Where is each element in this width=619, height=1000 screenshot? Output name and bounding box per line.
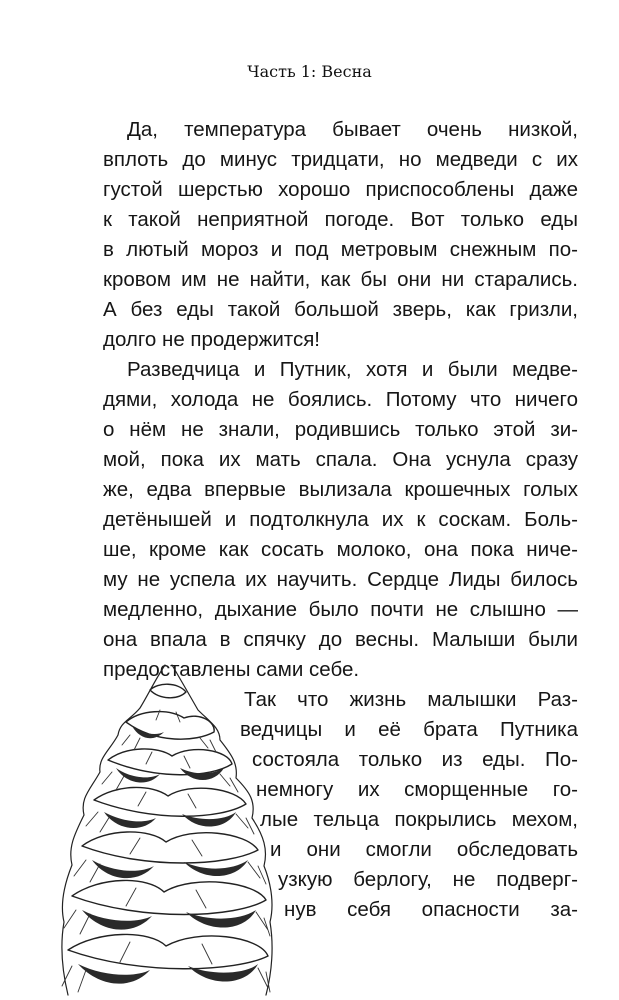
text-line: же, едва впервые вылизала крошечных голых [103,478,578,501]
text-line: она впала в спячку до весны. Малыши были [103,628,578,651]
text-line: и они смогли обследовать [270,838,578,861]
text-line: Да, температура бывает очень низкой, [127,118,578,141]
snowy-fir-tree-illustration [60,660,275,1000]
text-line: Разведчица и Путник, хотя и были медве- [127,358,578,381]
chapter-header: Часть 1: Весна [247,62,372,81]
text-line: к такой неприятной погоде. Вот только еды [103,208,578,231]
text-line: кровом им не найти, как бы они ни старались. [103,268,578,291]
text-line: узкую берлогу, не подверг- [278,868,578,891]
text-line: дями, холода не боялись. Потому что ничего [103,388,578,411]
text-line: Так что жизнь малышки Раз- [244,688,578,711]
text-line: А без еды такой большой зверь, как гризли, [103,298,578,321]
text-line: предоставлены сами себе. [103,658,360,681]
text-line: лые тельца покрылись мехом, [260,808,578,831]
text-line: ведчицы и её брата Путника [240,718,578,741]
text-line: вплоть до минус тридцати, но медведи с их [103,148,578,171]
text-line: му не успела их научить. Сердце Лиды билось [103,568,578,591]
text-line: медленно, дыхание было почти не слышно — [103,598,578,621]
text-line: состояла только из еды. По- [252,748,578,771]
text-line: детёнышей и подтолкнула их к соскам. Боль- [103,508,578,531]
text-line: нув себя опасности за- [284,898,578,921]
text-line: мой, пока их мать спала. Она уснула сразу [103,448,578,471]
text-line: в лютый мороз и под метровым снежным по- [103,238,578,261]
text-line: о нём не знали, родившись только этой зи- [103,418,578,441]
text-line: немногу их сморщенные го- [256,778,578,801]
text-line: долго не продержится! [103,328,321,351]
text-line: густой шерстью хорошо приспособлены даже [103,178,578,201]
text-line: ше, кроме как сосать молоко, она пока ниче- [103,538,578,561]
